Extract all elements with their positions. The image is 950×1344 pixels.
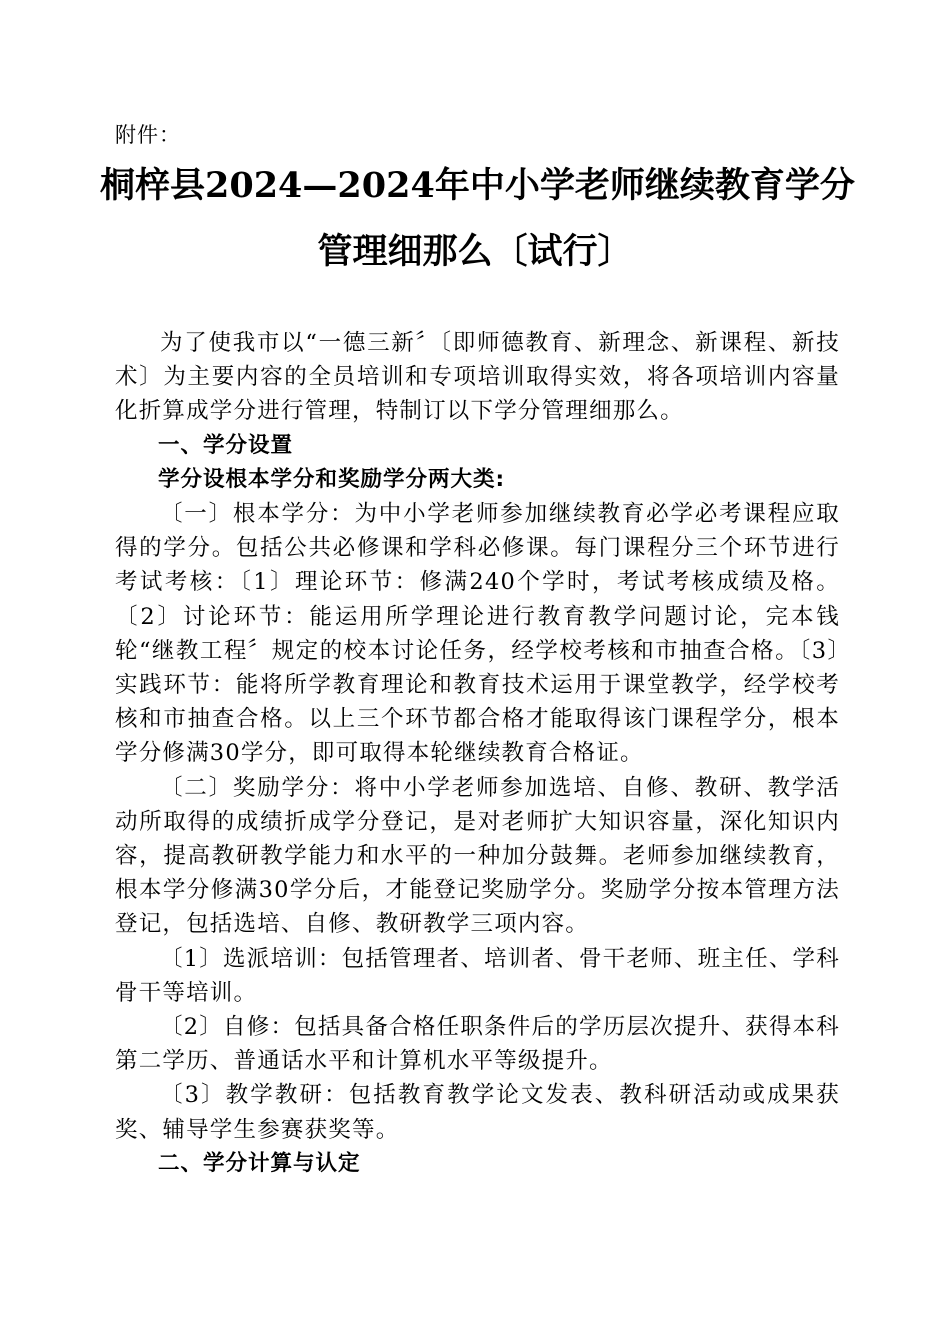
paragraph-reward-credits: 〔二〕奖励学分：将中小学老师参加选培、自修、教研、教学活动所取得的成绩折成学分登记，是对老师扩大知识容量，深化知识内容，提高教研教学能力和水平的一种加分鼓舞。老师参加继续教育，根本学分修满30学分后，才能登记奖励学分。奖励学分按本管理方法登记，包括选培、自修、教研教学三项内容。 bbox=[115, 774, 840, 938]
attachment-label: 附件： bbox=[115, 123, 181, 147]
document-title-line-2: 管理细那么〔试行〕 bbox=[317, 231, 633, 272]
document-body bbox=[115, 326, 840, 1181]
section-heading-credit-setup: 一、学分设置 bbox=[158, 432, 294, 458]
document-title-line-1: 桐梓县2024—2024年中小学老师继续教育学分 bbox=[100, 165, 855, 206]
paragraph-self-study: 〔2〕自修：包括具备合格任职条件后的学历层次提升、获得本科第二学历、普通话水平和计算机水平等级提升。 bbox=[115, 1014, 840, 1075]
paragraph-teaching-research: 〔3〕教学教研：包括教育教学论文发表、教科研活动或成果获奖、辅导学生参赛获奖等。 bbox=[115, 1082, 840, 1143]
paragraph-selected-training: 〔1〕选派培训：包括管理者、培训者、骨干老师、班主任、学科骨干等培训。 bbox=[115, 945, 840, 1006]
subheading-credit-types: 学分设根本学分和奖励学分两大类: bbox=[158, 466, 506, 492]
intro-paragraph: 为了使我市以“一德三新〞〔即师德教育、新理念、新课程、新技术〕为主要内容的全员培训和专项培训取得实效，将各项培训内容量化折算成学分进行管理，特制订以下学分管理细那么。 bbox=[115, 330, 840, 425]
paragraph-basic-credits: 〔一〕根本学分：为中小学老师参加继续教育必学必考课程应取得的学分。包括公共必修课和学科必修课。每门课程分三个环节进行考试考核：〔1〕理论环节：修满240个学时，考试考核成绩及格。〔2〕讨论环节：能运用所学理论进行教育教学问题讨论，完本钱轮“继教工程〞规定的校本讨论任务，经学校考核和市抽查合格。〔3〕实践环节：能将所学教育理论和教育技术运用于课堂教学，经学校考核和市抽查合格。以上三个环节都合格才能取得该门课程学分，根本学分修满30学分，即可取得本轮继续教育合格证。 bbox=[115, 501, 840, 767]
section-heading-credit-calculation: 二、学分计算与认定 bbox=[158, 1150, 361, 1176]
